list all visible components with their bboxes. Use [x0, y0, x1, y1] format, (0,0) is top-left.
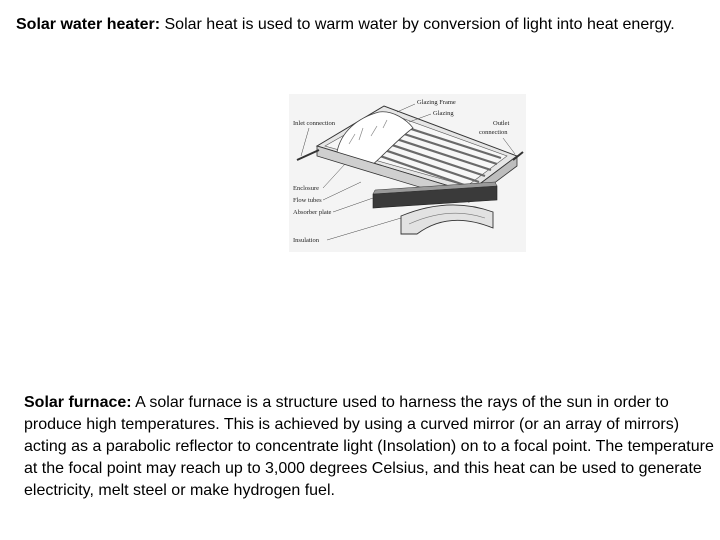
label-outlet-connection: connection: [479, 129, 508, 136]
solar-furnace-heading: Solar furnace:: [24, 394, 132, 411]
solar-water-heater-heading: Solar water heater:: [16, 16, 161, 33]
label-outlet: Outlet: [493, 120, 510, 127]
enclosure-section: [401, 205, 493, 234]
label-absorber-plate: Absorber plate: [293, 209, 332, 216]
label-enclosure: Enclosure: [293, 185, 319, 192]
solar-furnace-text: A solar furnace is a structure used to harness the rays of the sun in order to produce high temperatures. This is achieved by using a curved mirror (or an array of mirrors) acting as a parabolic reflector to concentrate light (Insolation) on to a focal point. The temperature at the focal point may reach up to 3,000 degrees Celsius, and this heat can be used to generate electricity, melt steel or make hydrogen fuel.: [24, 394, 714, 499]
inlet-pipe: [297, 150, 319, 160]
label-flow-tubes: Flow tubes: [293, 197, 322, 204]
label-inlet-connection: Inlet connection: [293, 120, 336, 127]
label-glazing: Glazing: [433, 110, 454, 117]
label-glazing-frame: Glazing Frame: [417, 99, 456, 106]
label-insulation: Insulation: [293, 237, 319, 244]
solar-collector-illustration: [289, 94, 526, 252]
solar-collector-diagram: [289, 94, 526, 252]
solar-water-heater-text: Solar heat is used to warm water by conversion of light into heat energy.: [160, 16, 675, 33]
solar-furnace-paragraph: [24, 392, 714, 502]
solar-water-heater-paragraph: [16, 14, 706, 36]
